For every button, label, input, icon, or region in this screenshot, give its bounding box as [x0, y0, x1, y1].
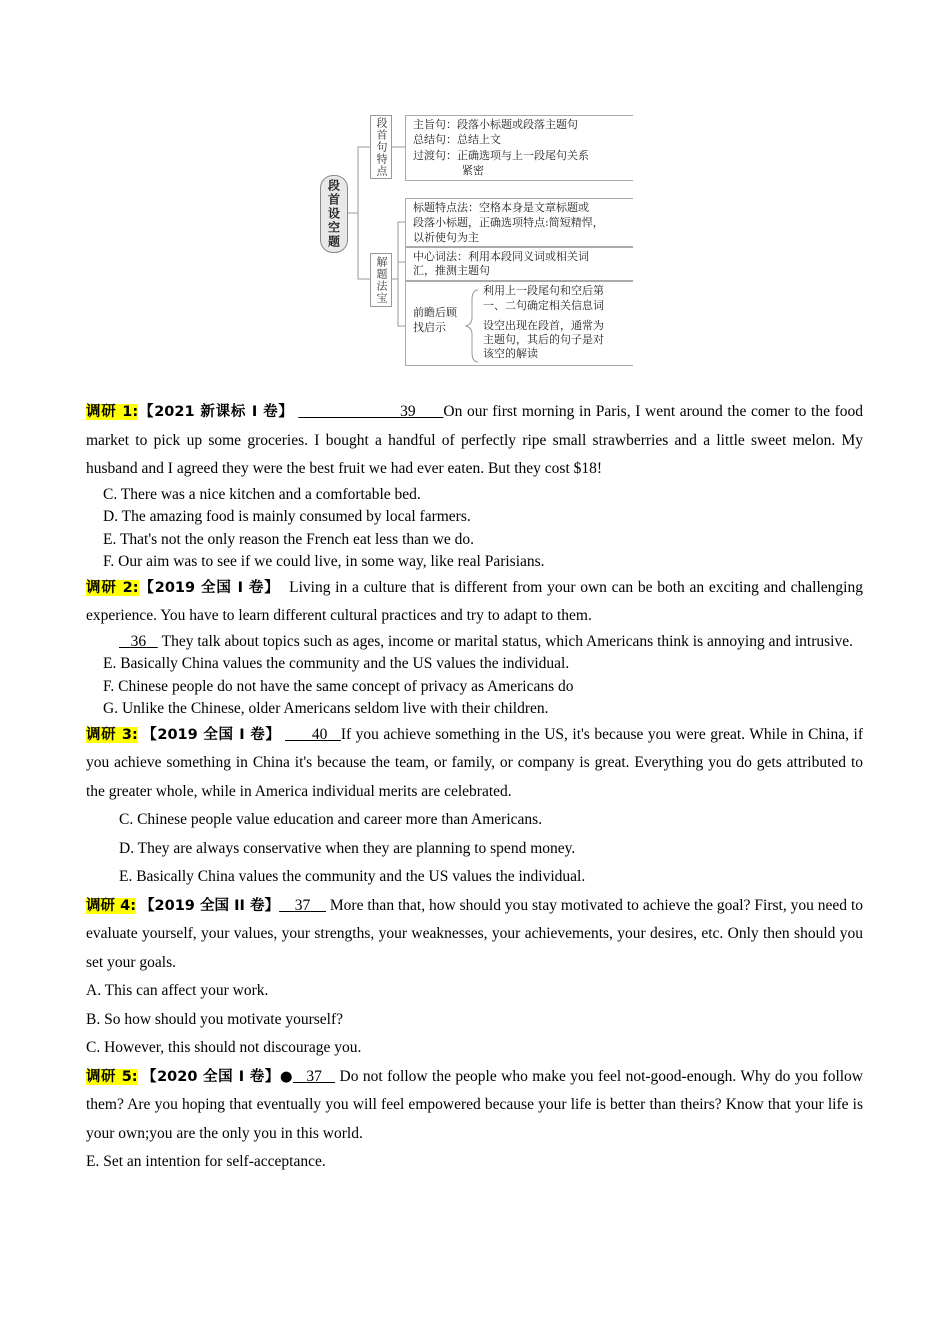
q1-option: D. The amazing food is mainly consumed by local farmers. [103, 508, 471, 525]
q3-option: D. They are always conservative when they are planning to spend money. [119, 839, 576, 857]
feature-transition: 过渡句：正确选项与上一段尾句关系 [413, 149, 589, 162]
method3-item-4: 主题句，其后的句子是对 [483, 333, 604, 346]
q3-text: If you achieve something in the US, it's because you were great. While in China, if you achieve something in China it's because the team, or family, or company is great. Everything you do gets attributed to the greater whole, while in America individual merits are celebrated. [86, 725, 863, 800]
mind-map-root: 段首设空题 [320, 175, 348, 253]
q4-source: 【2019 全国 II 卷】 [139, 897, 280, 914]
q4-paragraph [86, 892, 863, 978]
method1-line2: 段落小标题，正确选项特点:简短精悍， [413, 216, 604, 229]
q5-source: 【2020 全国 I 卷】● [142, 1068, 294, 1085]
branch-methods: 解题法宝 [370, 253, 392, 307]
method1-line1: 标题特点法：空格本身是文章标题或 [413, 201, 589, 214]
mind-map [0, 0, 950, 380]
q5-option: E. Set an intention for self-acceptance. [86, 1153, 326, 1170]
q5-paragraph [86, 1063, 863, 1149]
method3-label-2: 找启示 [413, 321, 446, 334]
q1-option: F. Our aim was to see if we could live, in some way, like real Parisians. [103, 553, 545, 570]
feature-transition-cont: 紧密 [462, 164, 484, 177]
branch-features: 段首句特点 [370, 115, 392, 179]
method3-item-3: 设空出现在段首，通常为 [483, 319, 604, 332]
q2-intro: Living in a culture that is different from your own can be both an exciting and challenging experience. You have to learn different cultural practices and try to adapt to them. [86, 578, 863, 624]
q2-option: E. Basically China values the community and the US values the individual. [103, 655, 570, 672]
method2-line1: 中心词法：利用本段同义词或相关词 [413, 250, 589, 263]
feature-summary: 总结句：总结上文 [413, 133, 501, 146]
q2-paragraph [86, 574, 863, 631]
q1-option: C. There was a nice kitchen and a comfortable bed. [103, 485, 421, 503]
q2-question [86, 631, 863, 654]
exercise-content [86, 398, 863, 1177]
q4-blank: 37 [294, 896, 311, 914]
q2-blank: 36 [130, 632, 147, 650]
method3-label-1: 前瞻后顾 [413, 306, 457, 319]
q1-source: 【2021 新课标 I 卷】 [138, 404, 294, 420]
q4-option: B. So how should you motivate yourself? [86, 1010, 344, 1028]
q1-tag: 调研 1: [86, 404, 139, 420]
q2-source: 【2019 全国 I 卷】 [138, 579, 280, 596]
q3-source: 【2019 全国 I 卷】 [142, 726, 281, 743]
q2-tag: 调研 2: [86, 579, 139, 596]
method3-item-1: 利用上一段尾句和空后第 [483, 284, 604, 297]
feature-topic: 主旨句：段落小标题或段落主题句 [413, 118, 578, 131]
q4-option: C. However, this should not discourage you. [86, 1039, 362, 1056]
q1-text: On our first morning in Paris, I went around the comer to the food market to pick up some groceries. I bought a handful of perfectly ripe small strawberries and a little sweet melon. My husband and I agreed they were the best fruit we had ever eaten. But they cost $18! [86, 403, 864, 477]
method1-line3: 以祈使句为主 [413, 231, 479, 244]
q1-option: E. That's not the only reason the French eat less than we do. [103, 530, 474, 548]
q5-text: Do not follow the people who make you feel not-good-enough. Why do you follow them? Are you hoping that eventually you will feel empowered because your life is better than theirs? Know that your life is your own;you are the only you in this world. [86, 1067, 864, 1142]
q5-tag: 调研 5: [86, 1068, 138, 1085]
method2-line2: 汇，推测主题句 [413, 264, 490, 277]
q3-tag: 调研 3: [86, 726, 138, 743]
method3-item-5: 该空的解读 [483, 347, 538, 360]
q1-blank: 39 [400, 403, 416, 420]
q4-tag: 调研 4: [86, 897, 137, 914]
q5-blank: 37 [306, 1067, 322, 1085]
q3-paragraph [86, 721, 863, 807]
q2-option: G. Unlike the Chinese, older Americans seldom live with their children. [103, 700, 549, 717]
q3-option: C. Chinese people value education and career more than Americans. [119, 811, 543, 828]
method3-item-2: 一、二句确定相关信息词 [483, 299, 604, 312]
q2-text: They talk about topics such as ages, income or marital status, which Americans think is annoying and intrusive. [161, 632, 853, 650]
q3-option: E. Basically China values the community and the US values the individual. [119, 868, 586, 885]
q4-option: A. This can affect your work. [86, 982, 269, 999]
q1-paragraph [86, 398, 863, 484]
q3-blank: 40 [311, 725, 328, 743]
q2-option: F. Chinese people do not have the same concept of privacy as Americans do [103, 677, 574, 695]
q4-text: More than that, how should you stay motivated to achieve the goal? First, you need to evaluate yourself, your values, your strengths, your weaknesses, your achievements, your desires, etc. Only then should you set your goals. [86, 896, 864, 971]
